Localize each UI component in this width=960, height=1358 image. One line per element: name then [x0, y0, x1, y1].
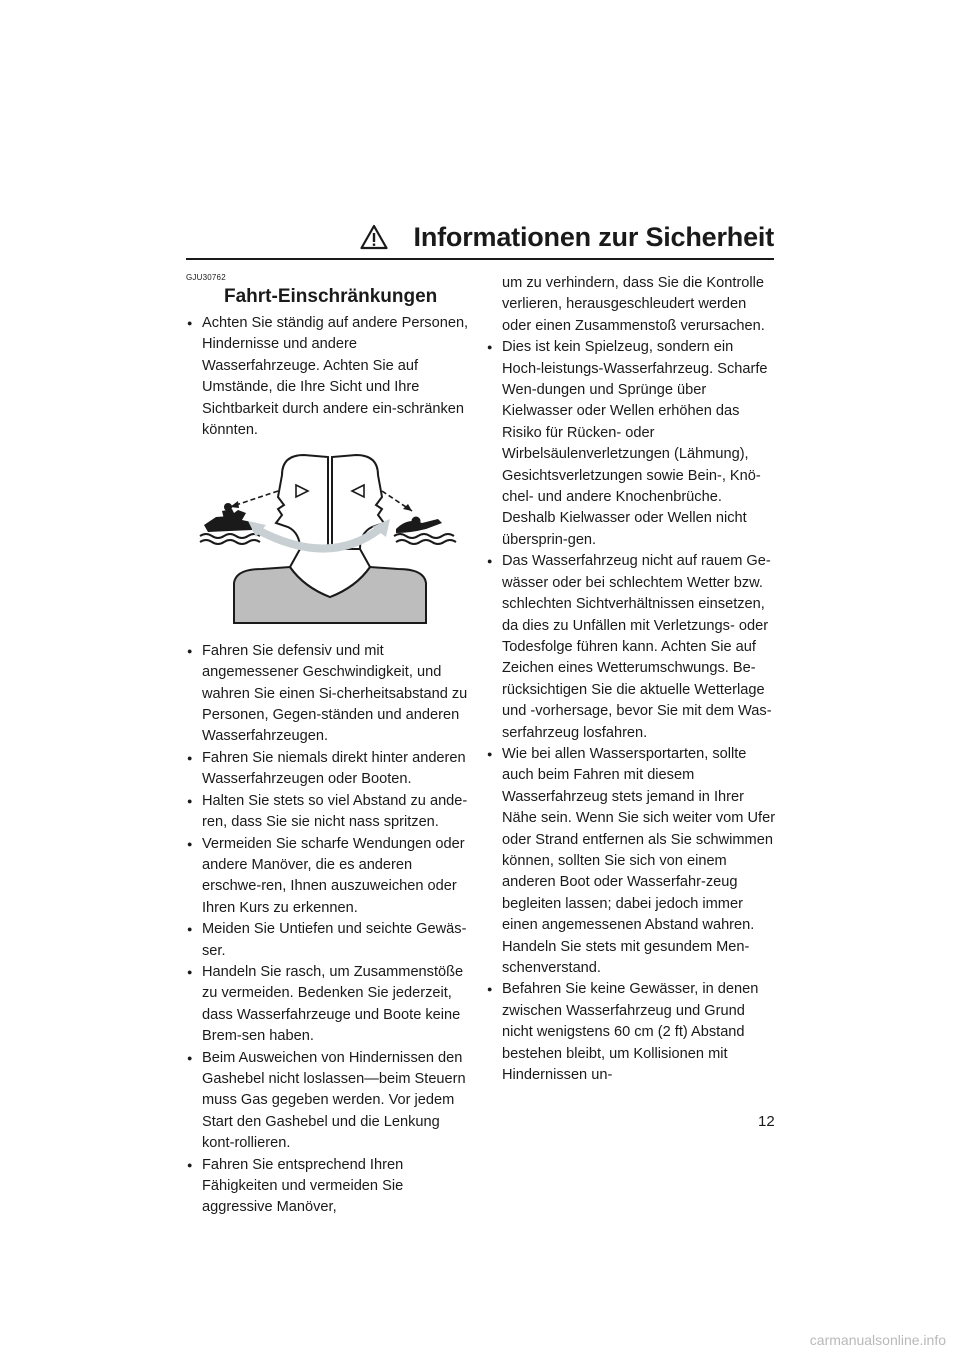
bullet-list-right: [486, 337, 776, 1086]
bullet-list-bottom: [186, 641, 474, 1219]
continued-text: um zu verhindern, dass Sie die Kontrolle verlieren, herausgeschleudert werden oder einen Zusammenstoß verursachen.: [502, 275, 765, 334]
right-column: [486, 273, 776, 1086]
swimmer-icon: [394, 517, 456, 545]
section-title: Fahrt-Einschränkungen: [224, 286, 438, 307]
list-item: ● Vermeiden Sie scharfe Wendungen oder andere Manöver, die es anderen erschwe-ren, Ihnen auszuweichen oder Ihren Kurs zu erkennen.: [186, 834, 474, 920]
list-item: ● Wie bei allen Wassersportarten, sollte auch beim Fahren mit diesem Wasserfahrzeug stets jemand in Ihrer Nähe sein. Wenn Sie sich weiter vom Ufer oder Strand entfernen als Sie schwimmen können, sollten Sie sich von einem anderen Boot oder Wasserfahr-zeug begleiten lassen; dabei jedoch immer einen angemessenen Abstand wahren. Handeln Sie stets mit gesundem Men-schenverstand.: [486, 744, 776, 979]
page-header: [186, 222, 774, 254]
list-item: ● Fahren Sie defensiv und mit angemessener Geschwindigkeit, und wahren Sie einen Si-cherheitsabstand zu Personen, Gegen-ständen und anderen Wasserfahrzeugen.: [186, 641, 474, 748]
list-item: ● Das Wasserfahrzeug nicht auf rauem Ge-wässer oder bei schlechtem Wetter bzw. schlechten Sichtverhältnissen einsetzen, da dies zu Unfällen mit Verletzungs- oder Todesfolge führen kann. Achten Sie auf Zeichen eines Wetterumschwungs. Be-rücksichtigen Sie die aktuelle Wetterlage und -vorhersage, bevor Sie mit dem Was-serfahrzeug losfahren.: [486, 551, 776, 744]
list-item: ● Fahren Sie niemals direkt hinter anderen Wasserfahrzeugen oder Booten.: [186, 748, 474, 791]
list-item: ● Achten Sie ständig auf andere Personen, Hindernisse und andere Wasserfahrzeuge. Achten Sie auf Umstände, die Ihre Sicht und Ihre Sichtbarkeit durch andere ein-schränken könnten.: [186, 313, 474, 441]
watermark: carmanualsonline.info: [809, 1332, 946, 1348]
list-item: ● Fahren Sie entsprechend Ihren Fähigkeiten und vermeiden Sie aggressive Manöver,: [186, 1155, 474, 1219]
list-item: ● Halten Sie stets so viel Abstand zu ande-ren, dass Sie sie nicht nass spritzen.: [186, 791, 474, 834]
warning-triangle-icon: [360, 224, 388, 250]
list-item: ● Meiden Sie Untiefen und seichte Gewäs-ser.: [186, 919, 474, 962]
list-item: ● Beim Ausweichen von Hindernissen den Gashebel nicht loslassen—beim Steuern muss Gas gegeben werden. Vor jedem Start den Gashebel und die Lenkung kont-rollieren.: [186, 1048, 474, 1155]
left-column: [186, 273, 474, 1219]
page-number: 12: [758, 1113, 775, 1130]
rider-shoulders: [234, 549, 426, 623]
bullet-list-top: [186, 313, 474, 441]
list-item: ● Befahren Sie keine Gewässer, in denen zwischen Wasserfahrzeug und Grund nicht wenigstens 60 cm (2 ft) Abstand bestehen bleibt, um Kollisionen mit Hindernissen un-: [486, 979, 776, 1086]
header-rule: [186, 258, 774, 260]
list-item: ● Handeln Sie rasch, um Zusammenstöße zu vermeiden. Bedenken Sie jederzeit, dass Wasserfahrzeuge und Boote keine Brem-sen haben.: [186, 962, 474, 1048]
visibility-illustration: [186, 447, 474, 625]
section-code: GJU30762: [186, 273, 226, 282]
page-title: Informationen zur Sicherheit: [413, 222, 774, 252]
list-item: ● Dies ist kein Spielzeug, sondern ein Hoch-leistungs-Wasserfahrzeug. Scharfe Wen-dungen und Sprünge über Kielwasser oder Wellen erhöhen das Risiko für Rücken- oder Wirbelsäulenverletzungen (Lähmung), Gesichtsverletzungen sowie Bein-, Knö-chel- und andere Knochenbrüche. Deshalb Kielwasser oder Wellen nicht übersprin-gen.: [486, 337, 776, 551]
